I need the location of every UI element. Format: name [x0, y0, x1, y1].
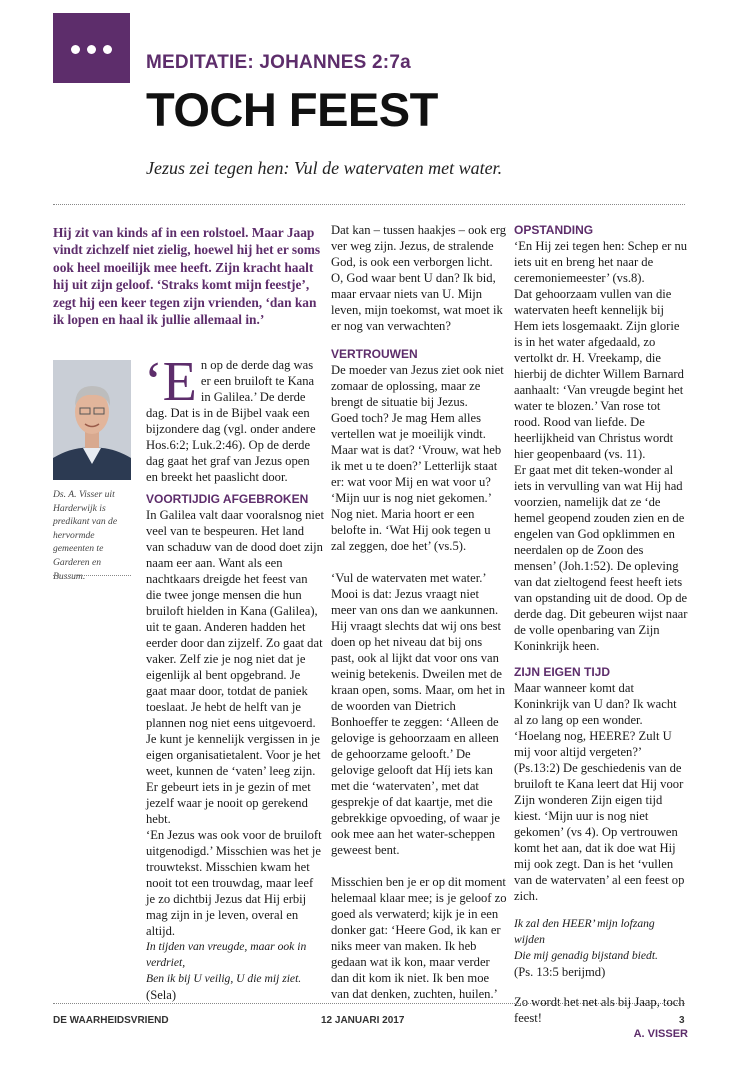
verse-line: Ben ik bij U veilig, U die mij ziet. [146, 972, 302, 985]
page-number: 3 [679, 1015, 685, 1026]
paragraph: Misschien ben je er op dit moment helemaal klaar mee; is je geloof zo goed als verwaterd; kijk je in een donker gat: ‘Heere God, ik kan er niks meer van maken. Ik heb gedaan wat ik kon, maar verder dan dit kom ik niet. Ik ben moe van dat denken, zuchten, huilen.’ [331, 875, 507, 1001]
verse-line: In tijden van vreugde, maar ook in verdriet, [146, 940, 307, 969]
dot-icon [103, 45, 112, 54]
dot-icon [71, 45, 80, 54]
paragraph: Goed toch? Je mag Hem alles vertellen wat je moeilijk vindt. [331, 411, 486, 441]
divider [53, 204, 685, 205]
drop-cap: ‘E [144, 351, 197, 413]
section-heading: VERTROUWEN [331, 347, 418, 361]
section-badge [53, 13, 130, 83]
paragraph: Maar wanneer komt dat Koninkrijk van U dan? Ik wacht al zo lang op een wonder. ‘Hoelang nog, HEERE? Zult U mij voor altijd vergeten?’ (Ps.13:2) De geschiedenis van de bruiloft te Kana leert dat Hij voor Zijn wonderen Zijn eigen tijd kiest. ‘Mijn uur is nog niet gekomen’ (vs 4). Op vertrouwen komt het aan, dat ik doe wat Hij mij ook zegt. Dan is het ‘vullen van de watervaten’ al een feest op zich. [514, 681, 685, 903]
author-signature: A. VISSER [633, 1028, 688, 1040]
intro-text: Hij zit van kinds af in een rolstoel. Maar Jaap vindt zichzelf niet zielig, hoewel hij het er soms ook heel moeilijk mee heeft. Zijn kracht haalt hij uit zijn geloof. ‘Straks komt mijn feestje’, zegt hij een keer tegen zijn vrienden, ‘dan kan ik lopen en haal ik jullie allemaal in.’ [53, 225, 321, 328]
paragraph: De moeder van Jezus ziet ook niet zomaar de oplossing, maar ze brengt de situatie bij Jezus. [331, 363, 504, 409]
footer-divider [53, 1003, 685, 1004]
caption-divider [53, 575, 131, 576]
paragraph: ‘Vul de watervaten met water.’ Mooi is dat: Jezus vraagt niet meer van ons dan we aankunnen. Hij vraagt slechts dat wij ons best doen op het niveau dat bij ons past, ook al lijkt dat voor ons van weinig betekenis. Dweilen met de kraan open, soms. Maar, om het in de woorden van Dietrich Bonhoeffer te zeggen: ‘Alleen de gelovige is gehoorzaam en alleen de gehoorzame gelooft.’ De gelovige gelooft dat Híj iets kan met die ‘watervaten’, met dat gesprekje of dat kaartje, met die gebrekkige opvoeding, of waar je ook mee aan het water-scheppen geweest bent. [331, 571, 506, 857]
dot-icon [87, 45, 96, 54]
author-photo [53, 360, 131, 480]
paragraph: ‘En Hij zei tegen hen: Schep er nu iets uit en breng het naar de ceremoniemeester’ (vs.8). [514, 239, 688, 285]
footer-publication: DE WAARHEIDSVRIEND [53, 1015, 169, 1026]
paragraph: Er gaat met dit teken-wonder al iets in vervulling van wat Hij had voorzien, namelijk dat ze ‘de hemel geopend zouden zien en de engelen van God opklimmen en neerdalen op de Zoon des mensen’ (Joh.1:52). De opleving van dat zieltogend feest heeft iets van opstanding uit de dood. Op de derde dag. Dit gebeuren wijst naar de volle openbaring van Zijn Koninkrijk heen. [514, 463, 688, 653]
verse-reference: (Ps. 13:5 berijmd) [514, 965, 606, 979]
portrait-illustration [53, 360, 131, 480]
column-3 [514, 222, 688, 1042]
paragraph: Dat kan – tussen haakjes – ook erg ver weg zijn. Jezus, de stralende God, is ook een verborgen licht. O, God waar bent U dan? Ik bid, maar ervaar niets van U. Mijn leven, mijn toekomst, wat moet ik er nog van verwachten? [331, 223, 506, 333]
section-heading: ZIJN EIGEN TIJD [514, 665, 611, 679]
article-title: TOCH FEEST [146, 83, 438, 136]
section-heading: OPSTANDING [514, 223, 594, 237]
column-2 [331, 222, 507, 1002]
column-1 [144, 351, 324, 1003]
paragraph: Maar wat is dat? ‘Vrouw, wat heb ik met u te doen?’ Letterlijk staat er: wat voor Mij en wat voor u? ‘Mijn uur is nog niet gekomen.’ Nog niet. Maria hoort er een belofte in. ‘Wat Hij ook tegen u zal zeggen, doe het’ (vs.5). [331, 443, 502, 553]
paragraph: In Galilea valt daar vooralsnog niet veel van te bespeuren. Het land van schaduw van de dood doet zijn naam eer aan. Want als een nachtkaars dreigde het feest van die twee jonge mensen die hun bruiloft hielden in Kana (Galilea), uit te gaan. Anderen hadden het eerder door dan zijzelf. Zo gaat dat vaker. Zelf zie je nog niet dat je eigenlijk al bent opgebrand. Je gaat maar door, totdat de paniek toeslaat. Je hebt de helft van je plannen nog niet eens uitgevoerd. Je kunt je kennelijk vergissen in je eigen organisatietalent. Voor je het weet, kunnen de ‘vaten’ leeg zijn. Er gebeurt iets in je gezin of met jezelf waar je nooit op gerekend hebt. [146, 508, 324, 826]
footer-date: 12 JANUARI 2017 [321, 1015, 405, 1026]
paragraph: ‘En Jezus was ook voor de bruiloft uitgenodigd.’ Misschien was het je trouwtekst. Misschien kwam het nooit tot een trouwdag, maar leef je zo dichtbij Jezus dat Hij erbij mag zijn in je leven, overal en altijd. [146, 828, 322, 938]
article-subtitle: Jezus zei tegen hen: Vul de watervaten met water. [146, 158, 503, 178]
verse-reference: (Sela) [146, 988, 177, 1002]
verse-line: Die mij genadig bijstand biedt. [514, 949, 658, 962]
paragraph: Dat gehoorzaam vullen van die watervaten heeft kennelijk bij Hem iets losgemaakt. Zijn glorie is in het water afgedaald, zo vertolkt dr. H. Vreekamp, die hierbij de dichter Willem Barnard aanhaalt: ‘Van vreugde begint het water te blozen.’ Van rose tot rood. Rood van liefde. De heerlijkheid van Christus wordt hier geopenbaard (vs. 11). [514, 287, 684, 461]
author-caption: Ds. A. Visser uit Harderwijk is predikant van de hervormde gemeenten te Garderen en Bussum. [53, 489, 118, 582]
verse-line: Ik zal den HEER’ mijn lofzang wijden [514, 917, 655, 946]
lead-paragraph: n op de derde dag was er een bruiloft te Kana in Galilea.’ De derde dag. Dat is in de Bijbel vaak een bijzondere dag (vgl. onder andere Hos.6:2; Luk.2:46). Op de derde dag gaat het graf van Jezus open en breekt het paaslicht door. [146, 358, 316, 484]
section-heading: VOORTIJDIG AFGEBROKEN [146, 492, 309, 506]
paragraph: Zo wordt het net als bij Jaap, toch feest! [514, 995, 685, 1025]
article-kicker: MEDITATIE: JOHANNES 2:7a [146, 52, 411, 73]
